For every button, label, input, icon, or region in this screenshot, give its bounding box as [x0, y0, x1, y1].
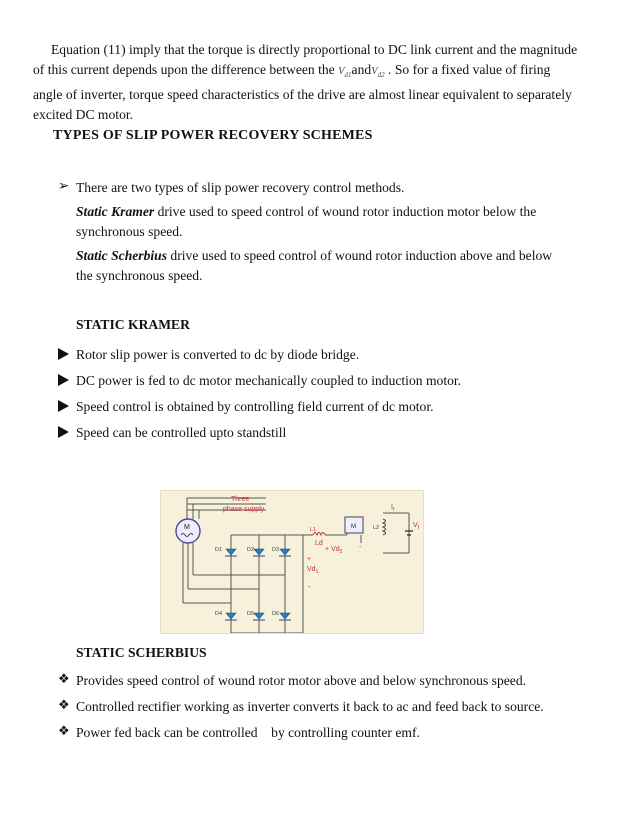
kramer-item-3: Speed control is obtained by controlling field current of dc motor. [58, 397, 434, 417]
scherbius-definition: Static Scherbius drive used to speed control of wound rotor induction above and below the synchronous speed. [76, 248, 553, 283]
intro-line-3: angle of inverter, torque speed characteristics of the drive are almost linear equivalent to separately [33, 87, 572, 103]
svg-text:Vf: $V_f$ [413, 522, 420, 531]
scherbius-item-1: ❖ Provides speed control of wound rotor motor above and below synchronous speed. [58, 671, 527, 688]
diamond-bullet-icon: ❖ [58, 697, 70, 712]
svg-text:D6: D6 [272, 611, 280, 617]
scherbius-item-2: ❖ Controlled rectifier working as inverter converts it back to ac and feed back to source. [58, 697, 544, 714]
circuit-svg [161, 491, 423, 633]
intro-line-2b: . So for a fixed value of firing [388, 61, 551, 77]
types-bullet-text: There are two types of slip power recovery control methods. [76, 180, 405, 195]
svg-text:D1: D1 [215, 547, 223, 553]
kramer-item-2: DC power is fed to dc motor mechanically coupled to induction motor. [58, 371, 461, 391]
var-vd2: $V_{d2}$ [371, 65, 385, 79]
field-winding-icon [383, 519, 386, 535]
intro-line-1: Equation (11) imply that the torque is directly proportional to DC link current and the magnitude [51, 42, 578, 57]
svg-text:Ld: Ld [315, 540, 323, 547]
intro-line-2a: of this current depends upon the difference between the [33, 61, 335, 77]
svg-text:D5: D5 [247, 611, 255, 617]
scherbius-item-3: ❖ Power fed back can be controlled by controlling counter emf. [58, 723, 420, 740]
intro-line-4: excited DC motor. [33, 106, 134, 122]
svg-text:L1: L1 [310, 527, 317, 533]
types-bullet [58, 178, 404, 198]
svg-text:M: M [351, 524, 356, 530]
svg-text:-: - [359, 544, 362, 551]
kramer-item-1: Rotor slip power is converted to dc by diode bridge. [58, 345, 359, 365]
svg-text:Vd1: $Vd_1$ [307, 566, 319, 575]
induction-motor-icon [176, 519, 200, 543]
arrow-bullet-icon: ➢ [58, 178, 70, 193]
kramer-term: Static Kramer [76, 204, 155, 219]
kramer-heading: STATIC KRAMER [76, 317, 190, 332]
triangle-bullet-icon [58, 348, 69, 360]
three-phase-label: Three [231, 496, 250, 503]
svg-text:M: M [184, 524, 190, 531]
triangle-bullet-icon [58, 374, 69, 386]
svg-text:D2: D2 [247, 547, 255, 553]
diamond-bullet-icon: ❖ [58, 723, 70, 738]
svg-text:-: - [308, 582, 311, 591]
svg-text:If: $I_f$ [391, 504, 395, 513]
var-vd1: $V_{d1}$ [338, 65, 352, 79]
kramer-item-4: Speed can be controlled upto standstill [58, 423, 286, 443]
triangle-bullet-icon [58, 400, 69, 412]
svg-text:L2: L2 [373, 525, 380, 531]
triangle-bullet-icon [58, 426, 69, 438]
svg-text:+ Vd2: + $Vd_2$ [325, 546, 343, 555]
and-text: and [351, 61, 372, 77]
diode-bridge [226, 549, 290, 619]
svg-text:+: + [307, 556, 312, 563]
intro-paragraph [33, 40, 603, 124]
svg-text:D4: D4 [215, 611, 223, 617]
static-kramer-circuit-diagram [160, 490, 424, 634]
scherbius-heading: STATIC SCHERBIUS [76, 645, 207, 660]
section-heading: TYPES OF SLIP POWER RECOVERY SCHEMES [53, 128, 373, 143]
svg-text:D3: D3 [272, 547, 280, 553]
diamond-bullet-icon: ❖ [58, 671, 70, 686]
kramer-definition: Static Kramer drive used to speed control of wound rotor induction motor below the synchronous speed. [76, 204, 537, 239]
phase-supply-label: phase supply [223, 506, 265, 513]
scherbius-term: Static Scherbius [76, 248, 168, 263]
